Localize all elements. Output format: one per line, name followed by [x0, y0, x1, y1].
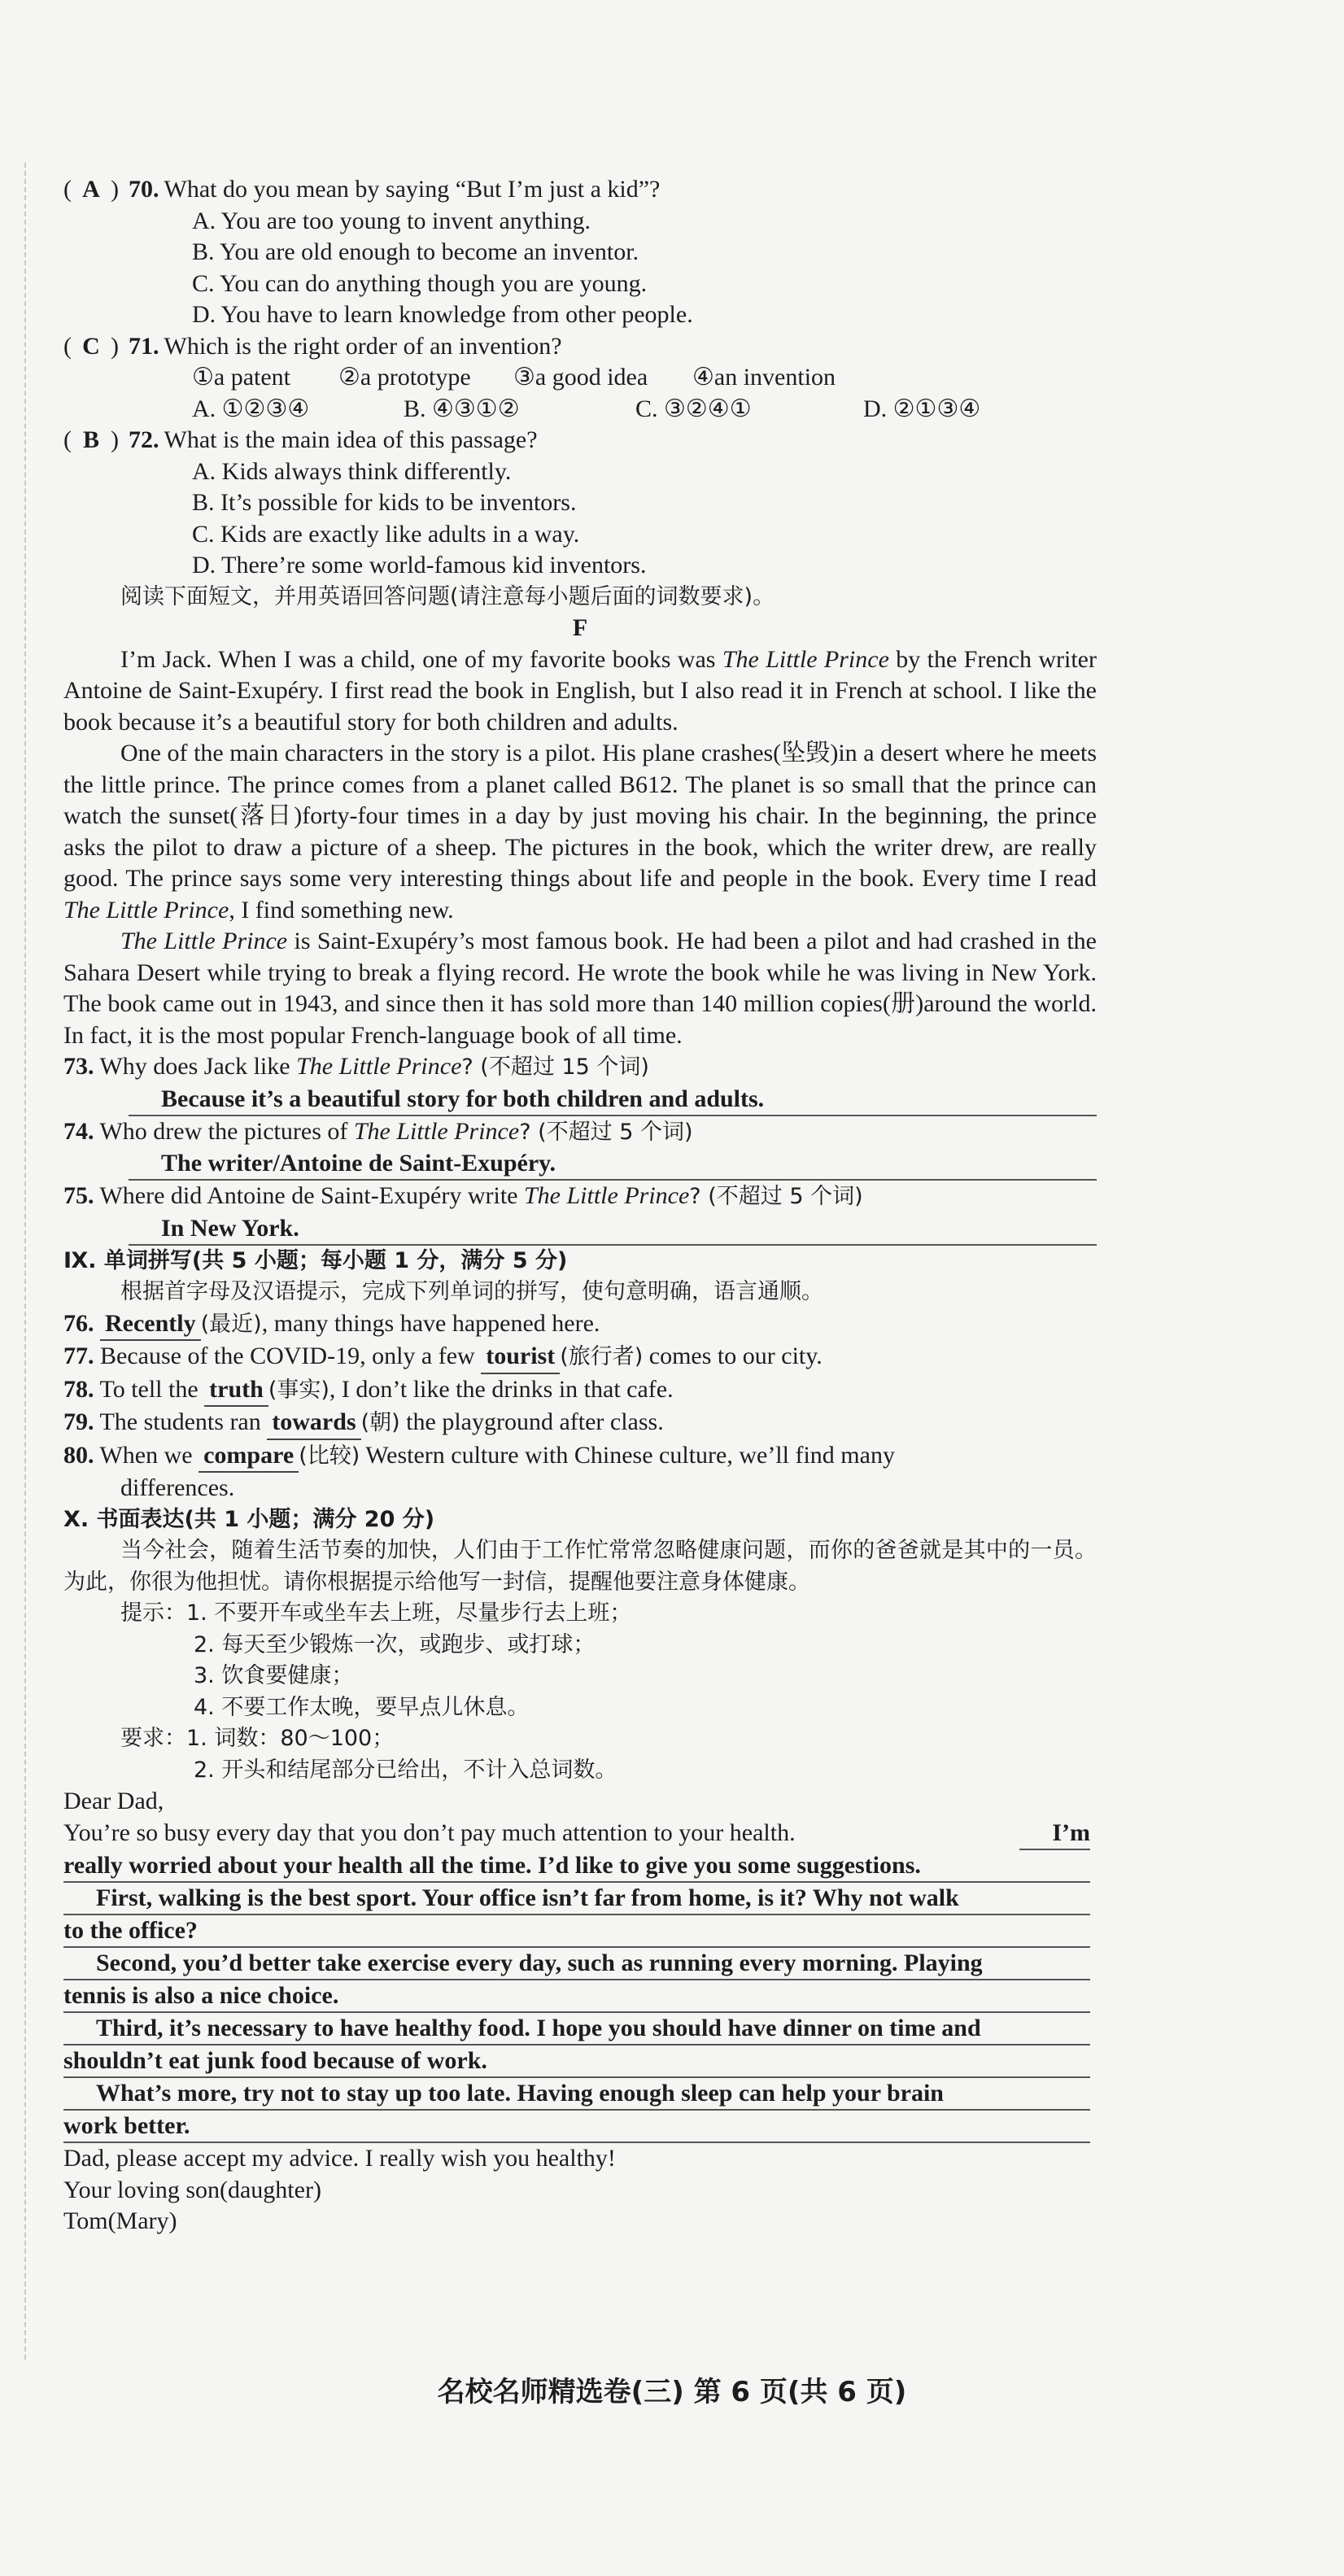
question-number: 79.	[63, 1408, 94, 1435]
letter-answer-line: really worried about your health all the time. I’d like to give you some suggestions.	[63, 1850, 1090, 1883]
question-72	[63, 425, 1097, 456]
word-limit: ? (不超过 15 个词)	[461, 1054, 649, 1080]
requirement-label: 要求：	[120, 1726, 186, 1751]
answer-line-75	[129, 1213, 1097, 1246]
book-title: The Little Prince	[353, 1117, 520, 1145]
sentence-text: the playground after class.	[399, 1408, 664, 1435]
letter-answer-line: work better.	[63, 2111, 1090, 2143]
hint-label: 提示：	[120, 1600, 186, 1626]
hint-item: 4. 不要工作太晚，要早点儿休息。	[194, 1694, 530, 1720]
option-b: B. ④③①②	[404, 395, 520, 422]
letter-answer-line: tennis is also a nice choice.	[63, 1980, 1090, 2013]
answer-word: compare	[203, 1441, 295, 1469]
letter-opening	[63, 1818, 1090, 1851]
text: , I find something new.	[229, 896, 454, 923]
question-70	[63, 174, 1097, 206]
spelling-77	[63, 1341, 1097, 1374]
page-footer: 名校名师精选卷(三) 第 6 页(共 6 页)	[437, 2376, 907, 2408]
answer-word: towards	[272, 1408, 356, 1435]
answer-blank	[204, 1374, 268, 1408]
exam-content	[63, 174, 1097, 2238]
answer-line-74	[129, 1148, 1097, 1181]
question-number: 76.	[63, 1309, 94, 1337]
question-number: 77.	[63, 1343, 94, 1369]
section-instruction: 根据首字母及汉语提示，完成下列单词的拼写，使句意明确，语言通顺。	[120, 1279, 823, 1304]
question-number: 78.	[63, 1375, 94, 1403]
answer-blank	[100, 1308, 201, 1342]
word-limit: ? (不超过 5 个词)	[519, 1119, 693, 1145]
sentence-text: , I don’t like the drinks in that cafe.	[329, 1375, 674, 1403]
sentence-text: Because of the COVID-19, only a few	[100, 1343, 482, 1369]
book-title: The Little Prince	[120, 928, 288, 954]
sentence-text: When we	[99, 1441, 199, 1469]
letter-answer-line: What’s more, try not to stay up too late. Having enough sleep can help your brain	[63, 2078, 1090, 2111]
passage-paragraph-2	[63, 738, 1097, 926]
requirement-item: 2. 开头和结尾部分已给出，不计入总词数。	[194, 1757, 617, 1783]
spelling-80	[63, 1440, 1097, 1474]
letter-answer-line: to the office?	[63, 1915, 1090, 1948]
section-title-9: Ⅸ. 单词拼写(共 5 小题；每小题 1 分，满分 5 分)	[63, 1247, 568, 1273]
option-d: D. You have to learn knowledge from other people.	[192, 301, 693, 328]
requirement-item: 1. 词数：80～100；	[186, 1726, 395, 1751]
sentence-text: comes to our city.	[643, 1343, 823, 1369]
question-number: 71.	[129, 332, 159, 360]
letter-signature: Tom(Mary)	[63, 2207, 177, 2234]
question-number: 72.	[129, 426, 159, 453]
question-71	[63, 331, 1097, 363]
option-b: B. You are old enough to become an inventor.	[192, 238, 639, 265]
option-c: C. Kids are exactly like adults in a way.	[192, 520, 580, 548]
option-c: C. ③②④①	[635, 395, 752, 422]
question-stem: Which is the right order of an invention?	[164, 332, 562, 360]
chinese-hint: (最近)	[200, 1311, 262, 1337]
step-item: ④an invention	[692, 364, 836, 391]
options-71	[63, 394, 1097, 426]
answer-word: truth	[209, 1375, 264, 1403]
option-d: D. ②①③④	[863, 395, 981, 422]
letter-answer-line: shouldn’t eat junk food because of work.	[63, 2046, 1090, 2078]
step-item: ③a good idea	[513, 364, 648, 391]
book-title: The Little Prince	[722, 645, 889, 673]
question-number: 74.	[63, 1117, 94, 1145]
question-text: Where did Antoine de Saint-Exupéry write	[99, 1182, 524, 1209]
question-number: 73.	[63, 1053, 94, 1080]
chinese-hint: (事实)	[268, 1377, 329, 1403]
book-title: The Little Prince	[523, 1182, 690, 1209]
hint-item: 1. 不要开车或坐车去上班，尽量步行去上班；	[186, 1600, 632, 1626]
question-73	[63, 1051, 1097, 1084]
answer-text: In New York.	[161, 1214, 299, 1242]
answer-bracket: ( A )	[63, 174, 129, 206]
answer-text: Because it’s a beautiful story for both children and adults.	[161, 1085, 765, 1112]
word-limit: ? (不超过 5 个词)	[689, 1184, 863, 1209]
sentence-continuation: differences.	[120, 1474, 235, 1501]
spelling-78	[63, 1374, 1097, 1408]
letter-greeting: Dear Dad,	[63, 1788, 164, 1814]
section-title-10: Ⅹ. 书面表达(共 1 小题；满分 20 分)	[63, 1506, 435, 1532]
spelling-76	[63, 1308, 1097, 1342]
option-a: A. Kids always think differently.	[192, 457, 512, 485]
binding-margin-line	[24, 163, 26, 2360]
answer-blank	[267, 1407, 360, 1440]
chinese-hint: (朝)	[360, 1410, 400, 1435]
step-item: ①a patent	[192, 364, 291, 391]
answer-word: Recently	[105, 1309, 196, 1337]
answer-line-73	[129, 1084, 1097, 1116]
hint-item: 3. 饮食要健康；	[194, 1663, 354, 1688]
sentence-text: To tell the	[99, 1375, 205, 1403]
answer-bracket: ( B )	[63, 425, 129, 456]
answer-70: A	[82, 176, 100, 203]
book-title: The Little Prince	[63, 896, 229, 923]
chinese-hint: (旅行者)	[560, 1344, 644, 1369]
letter-answer-line: Second, you’d better take exercise every day, such as running every morning. Playing	[63, 1948, 1090, 1980]
letter-answer-line: First, walking is the best sport. Your office isn’t far from home, is it? Why not walk	[63, 1883, 1090, 1915]
answer-blank	[481, 1341, 560, 1374]
letter-answer: I’m	[1019, 1818, 1090, 1851]
text: I’m Jack. When I was a child, one of my favorite books was	[120, 645, 722, 673]
option-a: A. ①②③④	[192, 395, 310, 422]
answer-text: The writer/Antoine de Saint-Exupéry.	[161, 1150, 556, 1177]
text: by the French writer Antoine de Saint-Exupéry. I first read the book in English, but I also read it in French at school. I like the book because it’s a beautiful story for both children and adults.	[63, 645, 1097, 736]
step-item: ②a prototype	[338, 364, 471, 391]
option-a: A. You are too young to invent anything.	[192, 207, 591, 234]
question-75	[63, 1181, 1097, 1213]
passage-heading: F	[572, 614, 588, 641]
letter-signoff: Your loving son(daughter)	[63, 2176, 321, 2203]
question-number: 70.	[129, 176, 159, 203]
answer-71: C	[82, 332, 100, 360]
book-title: The Little Prince	[296, 1053, 462, 1080]
option-b: B. It’s possible for kids to be inventors.	[192, 489, 577, 516]
text: is Saint-Exupéry’s most famous book. He had been a pilot and had crashed in the Sahara Desert while trying to break a flying record. He wrote the book while he was living in New York. The book came out in 1943, and since then it has sold more than 140 million copies(册)around the world. In fact, it is the most popular French-language book of all time.	[63, 928, 1097, 1049]
question-stem: What do you mean by saying “But I’m just a kid”?	[164, 176, 661, 203]
option-d: D. There’re some world-famous kid inventors.	[192, 552, 647, 579]
letter-opening-text: You’re so busy every day that you don’t pay much attention to your health.	[63, 1818, 796, 1846]
hint-item: 2. 每天至少锻炼一次，或跑步、或打球；	[194, 1631, 596, 1657]
letter-answer-line: Third, it’s necessary to have healthy food. I hope you should have dinner on time and	[63, 2013, 1090, 2046]
answer-bracket: ( C )	[63, 331, 129, 363]
answer-72: B	[82, 426, 99, 453]
question-text: Why does Jack like	[99, 1053, 297, 1080]
question-74	[63, 1116, 1097, 1149]
text: One of the main characters in the story is a pilot. His plane crashes(坠毁)in a desert where he meets the little prince. The prince comes from a planet called B612. The planet is so small that the prince can watch the sunset(落日)forty-four times in a day by just moving his chair. In the beginning, the prince asks the pilot to draw a picture of a sheep. The pictures in the book, which the writer drew, are really good. The prince says some very interesting things about life and people in the book. Every time I read	[63, 740, 1097, 892]
sentence-text: , many things have happened here.	[261, 1309, 600, 1337]
question-stem: What is the main idea of this passage?	[164, 426, 538, 453]
spelling-79	[63, 1407, 1097, 1440]
passage-paragraph-1	[63, 644, 1097, 739]
question-number: 80.	[63, 1441, 94, 1469]
chinese-hint: (比较)	[299, 1443, 360, 1469]
question-number: 75.	[63, 1182, 94, 1209]
sentence-text: Western culture with Chinese culture, we’ll find many	[360, 1441, 895, 1469]
passage-paragraph-3	[63, 926, 1097, 1051]
option-c: C. You can do anything though you are young.	[192, 269, 648, 297]
answer-word: tourist	[486, 1343, 556, 1369]
answer-blank	[199, 1440, 299, 1474]
hint-row	[63, 1598, 1097, 1630]
requirement-row	[63, 1723, 1097, 1755]
writing-prompt: 当今社会，随着生活节奏的加快，人们由于工作忙常常忽略健康问题，而你的爸爸就是其中的一员。为此，你很为他担忧。请你根据提示给他写一封信，提醒他要注意身体健康。	[63, 1538, 1097, 1595]
sentence-text: The students ran	[99, 1408, 268, 1435]
question-text: Who drew the pictures of	[99, 1117, 354, 1145]
invention-steps	[63, 362, 1097, 394]
letter-closing: Dad, please accept my advice. I really wish you healthy!	[63, 2145, 616, 2172]
reading-instruction: 阅读下面短文，并用英语回答问题(请注意每小题后面的词数要求)。	[120, 583, 775, 609]
